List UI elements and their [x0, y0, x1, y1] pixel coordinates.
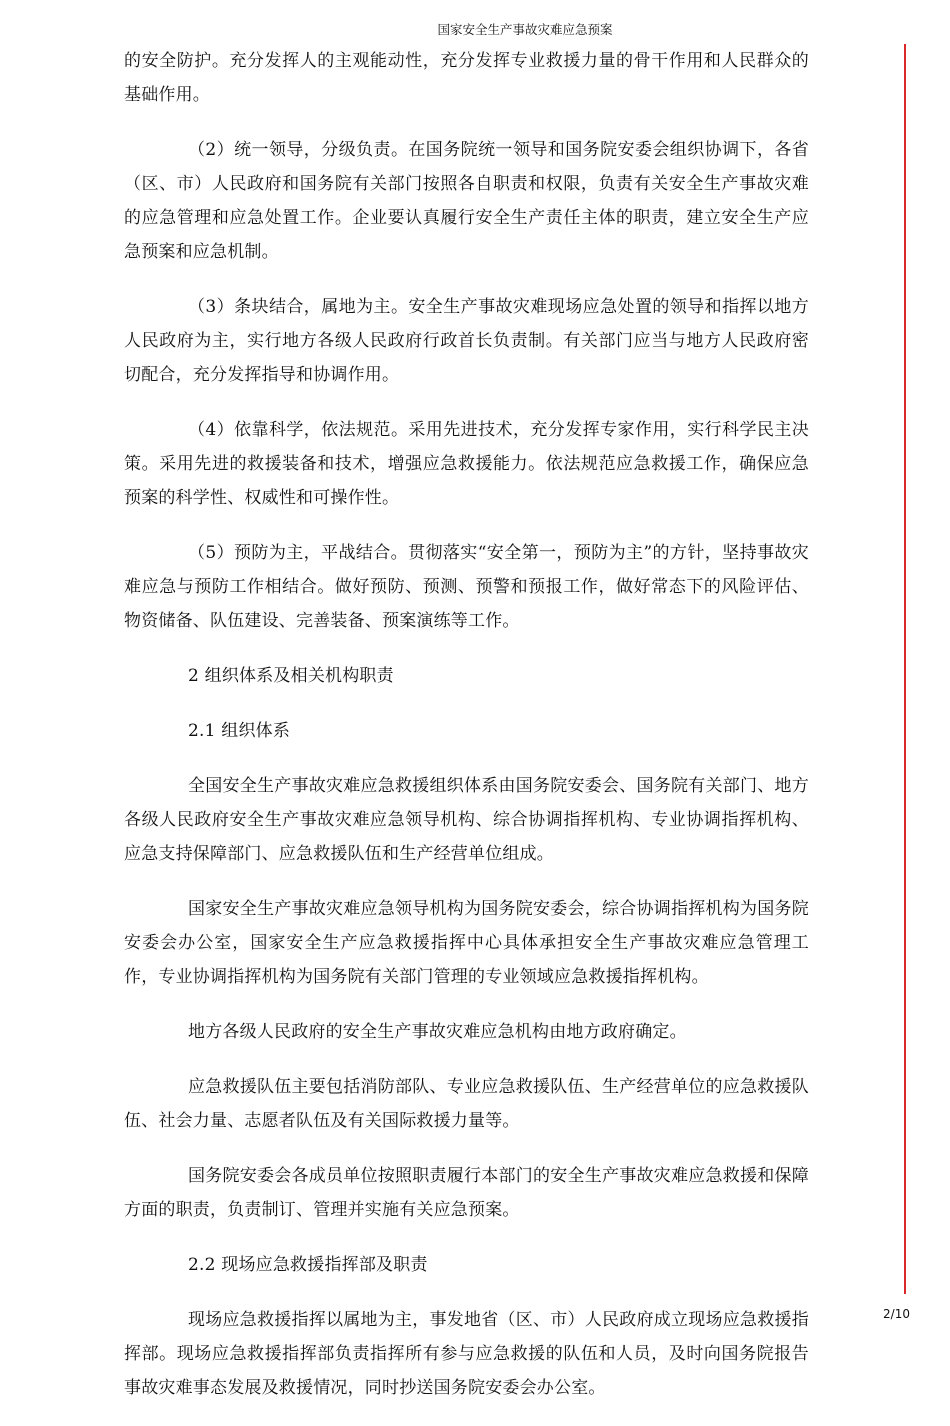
paragraph-rescue-teams: 应急救援队伍主要包括消防部队、专业应急救援队伍、生产经营单位的应急救援队伍、社会力量、志愿者队伍及有关国际救援力量等。: [124, 1077, 809, 1131]
paragraph-continued: 的安全防护。充分发挥人的主观能动性，充分发挥专业救援力量的骨干作用和人民群众的基础作用。: [124, 51, 809, 105]
page-header: 国家安全生产事故灾难应急预案: [437, 22, 613, 37]
section-heading-2-1: 2.1 组织体系: [188, 721, 291, 741]
paragraph-member-units: 国务院安委会各成员单位按照职责履行本部门的安全生产事故灾难应急救援和保障方面的职责，负责制订、管理并实施有关应急预案。: [124, 1166, 809, 1220]
paragraph-principle-4: （4）依靠科学，依法规范。采用先进技术，充分发挥专家作用，实行科学民主决策。采用先进的救援装备和技术，增强应急救援能力。依法规范应急救援工作，确保应急预案的科学性、权威性和可操作性。: [124, 420, 809, 508]
paragraph-onsite-command: 现场应急救援指挥以属地为主，事发地省（区、市）人民政府成立现场应急救援指挥部。现场应急救援指挥部负责指挥所有参与应急救援的队伍和人员，及时向国务院报告事故灾难事态发展及救援情况，同时抄送国务院安委会办公室。: [124, 1310, 809, 1398]
page-number: 2/10: [883, 1307, 910, 1321]
paragraph-leading-body: 国家安全生产事故灾难应急领导机构为国务院安委会，综合协调指挥机构为国务院安委会办公室，国家安全生产应急救援指挥中心具体承担安全生产事故灾难应急管理工作，专业协调指挥机构为国务院有关部门管理的专业领域应急救援指挥机构。: [124, 899, 809, 987]
paragraph-principle-5: （5）预防为主，平战结合。贯彻落实“安全第一，预防为主”的方针，坚持事故灾难应急与预防工作相结合。做好预防、预测、预警和预报工作，做好常态下的风险评估、物资储备、队伍建设、完善装备、预案演练等工作。: [124, 543, 809, 631]
paragraph-principle-3: （3）条块结合，属地为主。安全生产事故灾难现场应急处置的领导和指挥以地方人民政府为主，实行地方各级人民政府行政首长负责制。有关部门应当与地方人民政府密切配合，充分发挥指导和协调作用。: [124, 297, 809, 385]
paragraph-org-system: 全国安全生产事故灾难应急救援组织体系由国务院安委会、国务院有关部门、地方各级人民政府安全生产事故灾难应急领导机构、综合协调指挥机构、专业协调指挥机构、应急支持保障部门、应急救援队伍和生产经营单位组成。: [124, 776, 809, 864]
section-heading-2-2: 2.2 现场应急救援指挥部及职责: [188, 1255, 428, 1275]
section-heading-2: 2 组织体系及相关机构职责: [188, 666, 394, 686]
margin-rule: [904, 44, 906, 1294]
paragraph-principle-2: （2）统一领导，分级负责。在国务院统一领导和国务院安委会组织协调下，各省（区、市）人民政府和国务院有关部门按照各自职责和权限，负责有关安全生产事故灾难的应急管理和应急处置工作。企业要认真履行安全生产责任主体的职责，建立安全生产应急预案和应急机制。: [124, 140, 809, 262]
document-body: [124, 44, 809, 1426]
paragraph-local-govt: 地方各级人民政府的安全生产事故灾难应急机构由地方政府确定。: [188, 1022, 687, 1042]
